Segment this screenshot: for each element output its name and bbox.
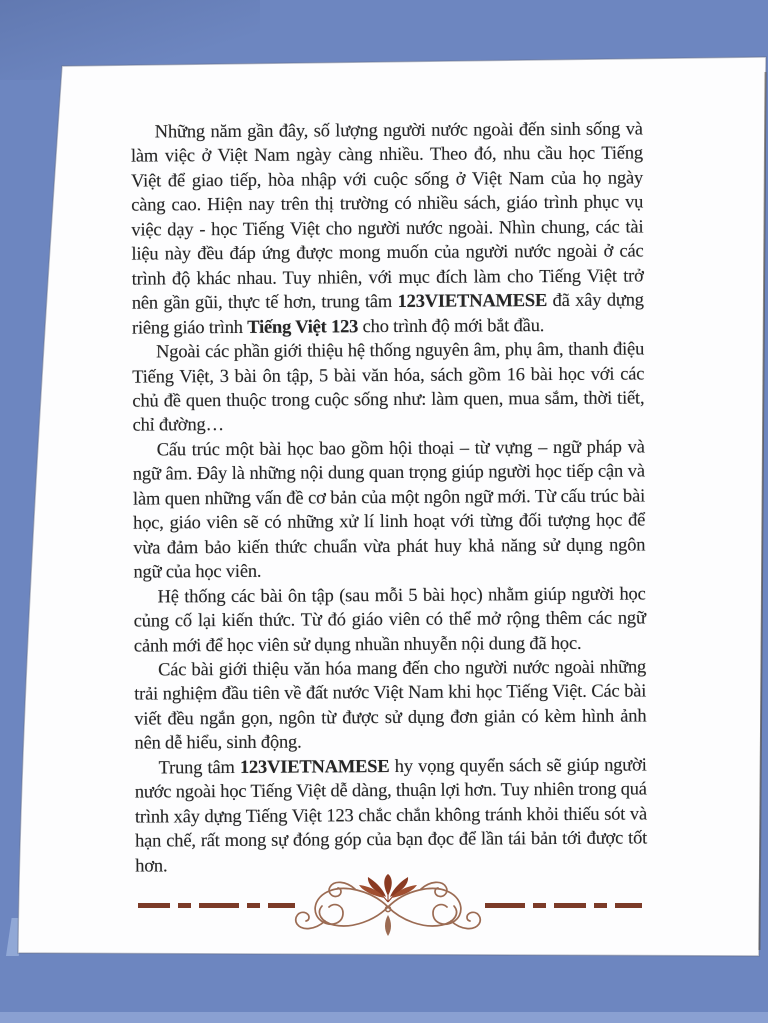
paragraph: Hệ thống các bài ôn tập (sau mỗi 5 bài học) nhằm giúp người học củng cố lại kiến thức. Từ đó giáo viên có thể mở rộng thêm các ngữ cảnh mới để học viên sử dụng nhuần nhuyễn nội dung đã học. bbox=[133, 584, 646, 657]
page-content bbox=[131, 117, 648, 878]
paragraph: Những năm gần đây, số lượng người nước ngoài đến sinh sống và làm việc ở Việt Nam ngày càng nhiều. Theo đó, nhu cầu học Tiếng Việt để giao tiếp, hòa nhập với cuộc sống ở Việt Nam của họ ngày càng cao. Hiện nay trên thị trường có nhiều sách, giáo trình phục vụ việc dạy - học Tiếng Việt cho người nước ngoài. Nhìn chung, các tài liệu này đều đáp ứng được mong muốn của người nước ngoài ở các trình độ khác nhau. Tuy nhiên, với mục đích làm cho Tiếng Việt trở nên gần gũi, thực tế hơn, trung tâm 123VIETNAMESE đã xây dựng riêng giáo trình Tiếng Việt 123 cho trình độ mới bắt đầu. bbox=[130, 119, 644, 339]
paragraph: Trung tâm 123VIETNAMESE hy vọng quyển sách sẽ giúp người nước ngoài học Tiếng Việt dễ dàng, thuận lợi hơn. Tuy nhiên trong quá trình xây dựng Tiếng Việt 123 chắc chắn không tránh khỏi thiếu sót và hạn chế, rất mong sự đóng góp của bạn đọc để lần tái bản tới được tốt hơn. bbox=[134, 755, 648, 877]
flourish-ornament-icon bbox=[135, 874, 645, 938]
page-paragraphs bbox=[131, 117, 648, 878]
flourish-drop-finial bbox=[385, 915, 391, 936]
flourish-leaves bbox=[359, 874, 417, 902]
paragraph: Các bài giới thiệu văn hóa mang đến cho người nước ngoài những trải nghiệm đầu tiên về đất nước Việt Nam khi học Tiếng Việt. Các bài viết đều ngắn gọn, ngôn từ được sử dụng đơn giản có kèm hình ảnh nên dễ hiểu, sinh động. bbox=[134, 657, 647, 754]
paragraph: Cấu trúc một bài học bao gồm hội thoại – từ vựng – ngữ pháp và ngữ âm. Đây là những nội dung quan trọng giúp người học tiếp cận và làm quen những vấn đề cơ bản của một ngôn ngữ mới. Từ cấu trúc bài học, giáo viên sẽ có những xử lí linh hoạt với từng đối tượng học để vừa đảm bảo kiến thức chuẩn vừa phát huy khả năng sử dụng ngôn ngữ của học viên. bbox=[132, 437, 646, 583]
paragraph: Ngoài các phần giới thiệu hệ thống nguyên âm, phụ âm, thanh điệu Tiếng Việt, 3 bài ôn tập, 5 bài văn hóa, sách gồm 16 bài học với các chủ đề quen thuộc trong cuộc sống như: làm quen, mua sắm, thời tiết, chỉ đường… bbox=[132, 339, 645, 437]
